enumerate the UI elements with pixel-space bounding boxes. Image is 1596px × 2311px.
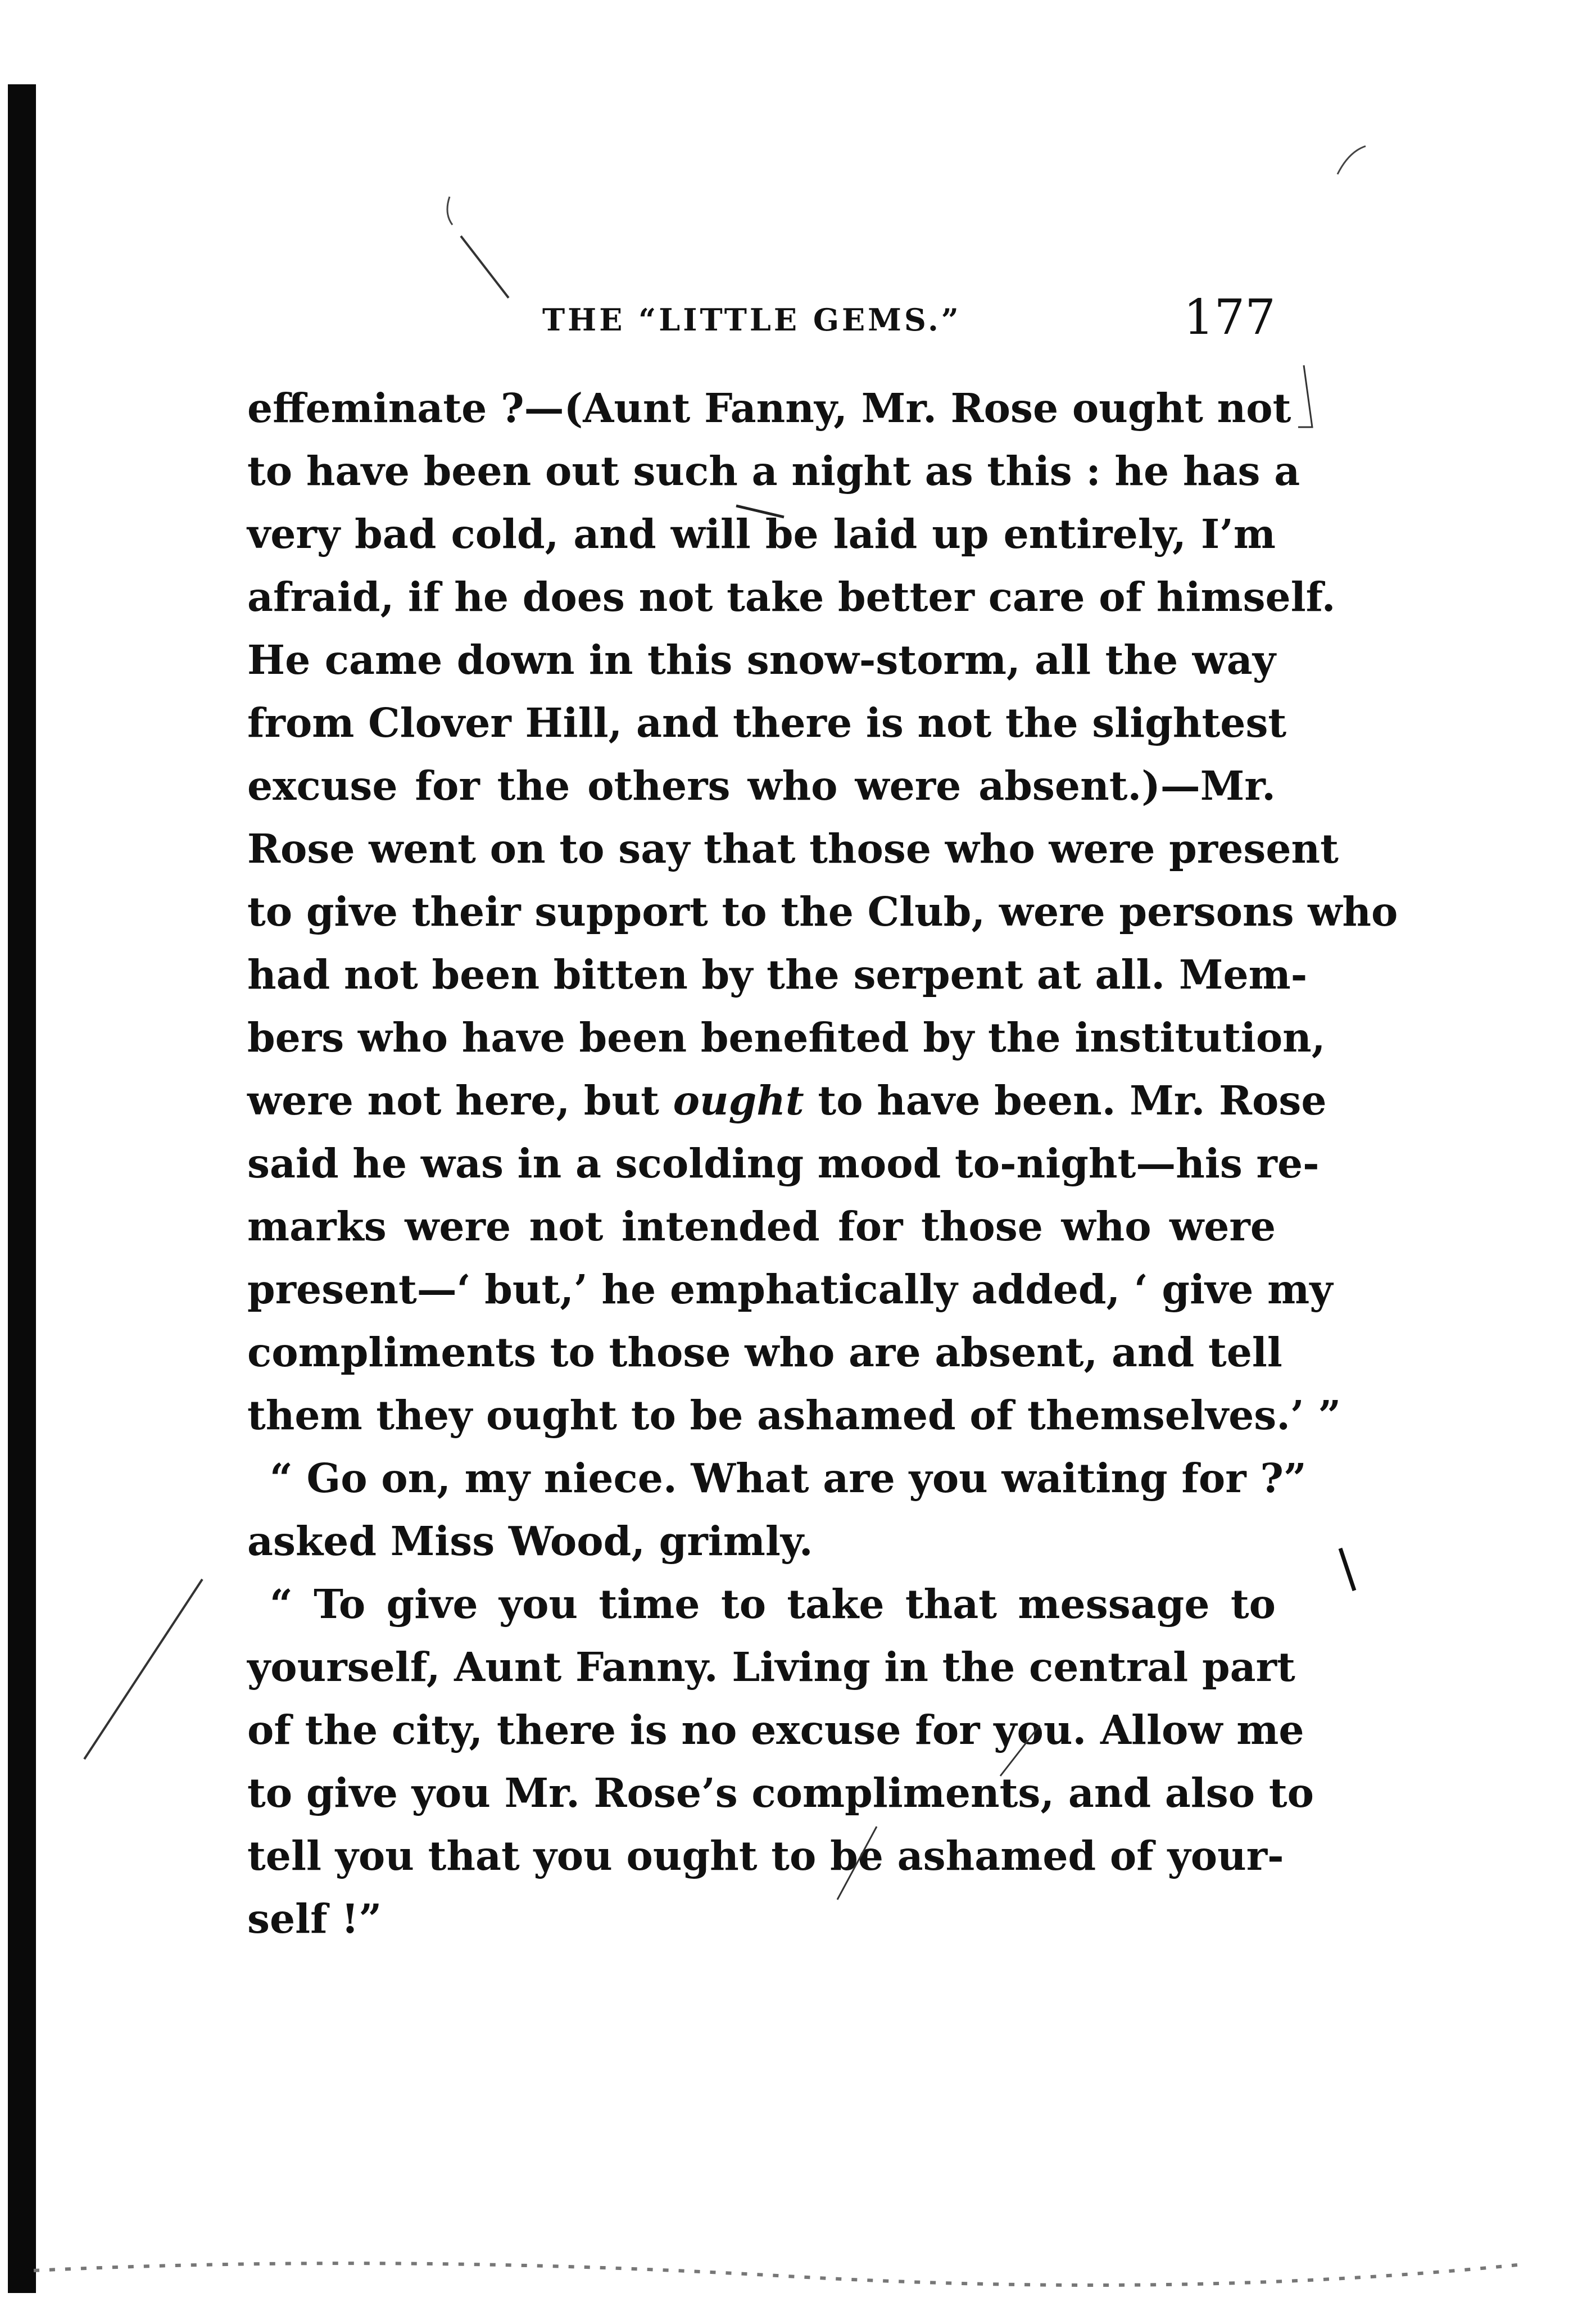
text-line: self !” <box>247 1895 382 1942</box>
text-line: effeminate ?—(Aunt Fanny, Mr. Rose ought not <box>247 384 1291 432</box>
pencil-stroke <box>447 197 452 225</box>
body-text <box>247 377 1398 1950</box>
running-title: THE “LITTLE GEMS.” <box>542 302 962 338</box>
text-line: tell you that you ought to be ashamed of your- <box>247 1832 1284 1879</box>
text-line: compliments to those who are absent, and tell <box>247 1329 1282 1376</box>
text-line: to give you Mr. Rose’s compliments, and also to <box>247 1769 1314 1816</box>
text-line: asked Miss Wood, grimly. <box>247 1517 813 1565</box>
pencil-stroke <box>84 1579 202 1759</box>
text-line: had not been bitten by the serpent at all. Mem- <box>247 951 1308 998</box>
page-number: 177 <box>1183 289 1276 346</box>
text-line: He came down in this snow-storm, all the way <box>247 636 1276 683</box>
text-line: very bad cold, and will be laid up entirely, I’m <box>247 510 1276 558</box>
scan-edge-bar <box>8 84 36 2293</box>
scan-noise <box>34 2263 1517 2285</box>
page-header <box>247 289 1276 346</box>
text-line: from Clover Hill, and there is not the slightest <box>247 699 1287 746</box>
pencil-stroke <box>1298 365 1312 427</box>
text-line: “ Go on, my niece. What are you waiting for ?” <box>270 1454 1307 1502</box>
text-line: marks were not intended for those who were <box>247 1203 1276 1250</box>
text-line: of the city, there is no excuse for you. Allow me <box>247 1706 1304 1753</box>
text-line-with-emphasis: were not here, but ought to have been. Mr. Rose <box>247 1077 1327 1124</box>
text-line: them they ought to be ashamed of themselves.’ ” <box>247 1392 1341 1439</box>
pencil-stroke <box>1340 1548 1354 1590</box>
text-line: present—‘ but,’ he emphatically added, ‘ give my <box>247 1266 1333 1313</box>
text-line: to have been out such a night as this : he has a <box>247 447 1300 495</box>
text-line: bers who have been benefited by the institution, <box>247 1014 1326 1061</box>
pencil-stroke <box>1337 146 1366 174</box>
text-line: to give their support to the Club, were persons who <box>247 888 1398 935</box>
text-line: Rose went on to say that those who were present <box>247 825 1339 872</box>
text-line: afraid, if he does not take better care of himself. <box>247 573 1336 620</box>
text-line: “ To give you time to take that message to <box>270 1580 1276 1628</box>
text-line: said he was in a scolding mood to-night—his re- <box>247 1140 1320 1187</box>
text-line: excuse for the others who were absent.)—Mr. <box>247 762 1276 809</box>
emphasized-word: ought <box>673 1077 804 1124</box>
pencil-stroke <box>461 236 509 298</box>
text-line: yourself, Aunt Fanny. Living in the central part <box>247 1643 1295 1691</box>
